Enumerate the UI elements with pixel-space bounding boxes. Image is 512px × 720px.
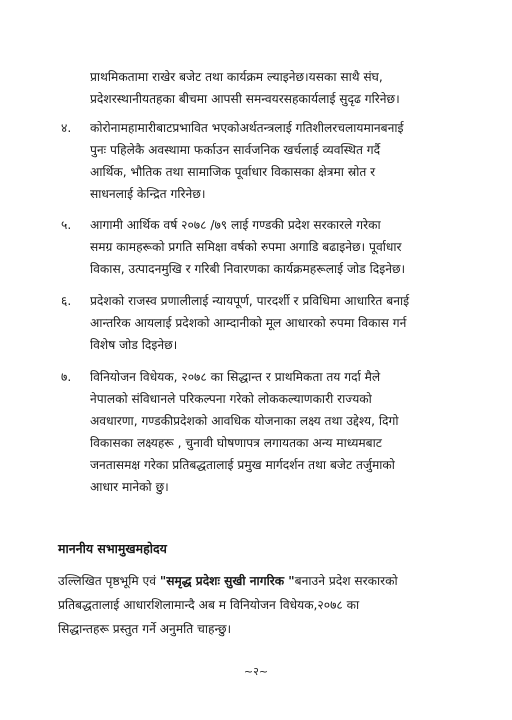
item-line: अवधारणा, गण्डकीप्रदेशको आवधिक योजनाका लक्ष्य तथा उद्देश्य, दिगो: [90, 414, 399, 428]
item-line: आन्तरिक आयलाई प्रदेशको आम्दानीको मूल आधारको रुपमा विकास गर्न: [90, 316, 407, 330]
closing-line: प्रतिबद्धतालाई आधारशिलामान्दै अब म विनियोजन विधेयक,२०७८ का: [58, 598, 360, 612]
item-line: जनतासमक्ष गरेका प्रतिबद्धतालाई प्रमुख मार्गदर्शन तथा बजेट तर्जुमाको: [90, 458, 395, 472]
item-number: ६.: [61, 294, 72, 308]
item-line: विकास, उत्पादनमुखि र गरिबी निवारणका कार्यक्रमहरूलाई जोड दिइनेछ।: [90, 262, 406, 276]
closing-line: सिद्धान्तहरू प्रस्तुत गर्ने अनुमति चाहन्छु।: [58, 622, 232, 636]
item-line: विशेष जोड दिइनेछ।: [90, 338, 178, 352]
item-number: ७.: [61, 370, 72, 384]
page-number: ~२~: [243, 665, 269, 678]
intro-line: प्राथमिकतामा राखेर बजेट तथा कार्यक्रम ल्याइनेछ।यसका साथै संघ,: [90, 70, 383, 84]
item-line: प्रदेशको राजस्व प्रणालीलाई न्यायपूर्ण, पारदर्शी र प्रविधिमा आधारित बनाई: [90, 294, 410, 308]
closing-paragraph: [58, 569, 398, 641]
closing-line: [58, 569, 398, 593]
section-heading: माननीय सभामुखमहोदय: [58, 541, 167, 556]
item-paragraph: [90, 214, 405, 280]
closing-text: उल्लिखित पृष्ठभूमि एवं: [58, 574, 160, 588]
item-line: आगामी आर्थिक वर्ष २०७८ /७९ लाई गण्डकी प्रदेश सरकारले गरेका: [90, 218, 381, 232]
item-line: साधनलाई केन्द्रित गरिनेछ।: [90, 187, 206, 201]
item-line: विकासका लक्ष्यहरू , चुनावी घोषणापत्र लगायतका अन्य माध्यमबाट: [90, 436, 382, 450]
item-line: आधार मानेको छु।: [90, 480, 169, 494]
item-line: पुनः पहिलेकै अवस्थामा फर्काउन सार्वजनिक खर्चलाई व्यवस्थित गर्दै: [90, 143, 381, 157]
item-line: कोरोनामहामारीबाटप्रभावित भएकोअर्थतन्त्रलाई गतिशीलरचलायमानबनाई: [90, 121, 404, 135]
item-paragraph: [90, 117, 404, 205]
item-line: विनियोजन विधेयक, २०७८ का सिद्धान्त र प्राथमिकता तय गर्दा मैले: [90, 370, 381, 384]
closing-text: बनाउने प्रदेश सरकारको: [294, 574, 398, 588]
item-line: आर्थिक, भौतिक तथा सामाजिक पूर्वाधार विकासका क्षेत्रमा स्रोत र: [90, 165, 376, 179]
item-paragraph: [90, 290, 409, 356]
item-line: समग्र कामहरूको प्रगति समिक्षा वर्षको रुपमा अगाडि बढाइनेछ। पूर्वाधार: [90, 240, 402, 254]
slogan-text: "समृद्ध प्रदेशः सुखी नागरिक ": [159, 574, 295, 588]
item-paragraph: [90, 366, 399, 498]
item-number: ५.: [61, 218, 72, 232]
item-line: नेपालको संविधानले परिकल्पना गरेको लोककल्याणकारी राज्यको: [90, 392, 372, 406]
item-number: ४.: [61, 121, 72, 135]
intro-paragraph: [90, 66, 400, 110]
intro-line: प्रदेशरस्थानीयतहका बीचमा आपसी समन्वयरसहकार्यलाई सुदृढ गरिनेछ।: [90, 92, 400, 106]
